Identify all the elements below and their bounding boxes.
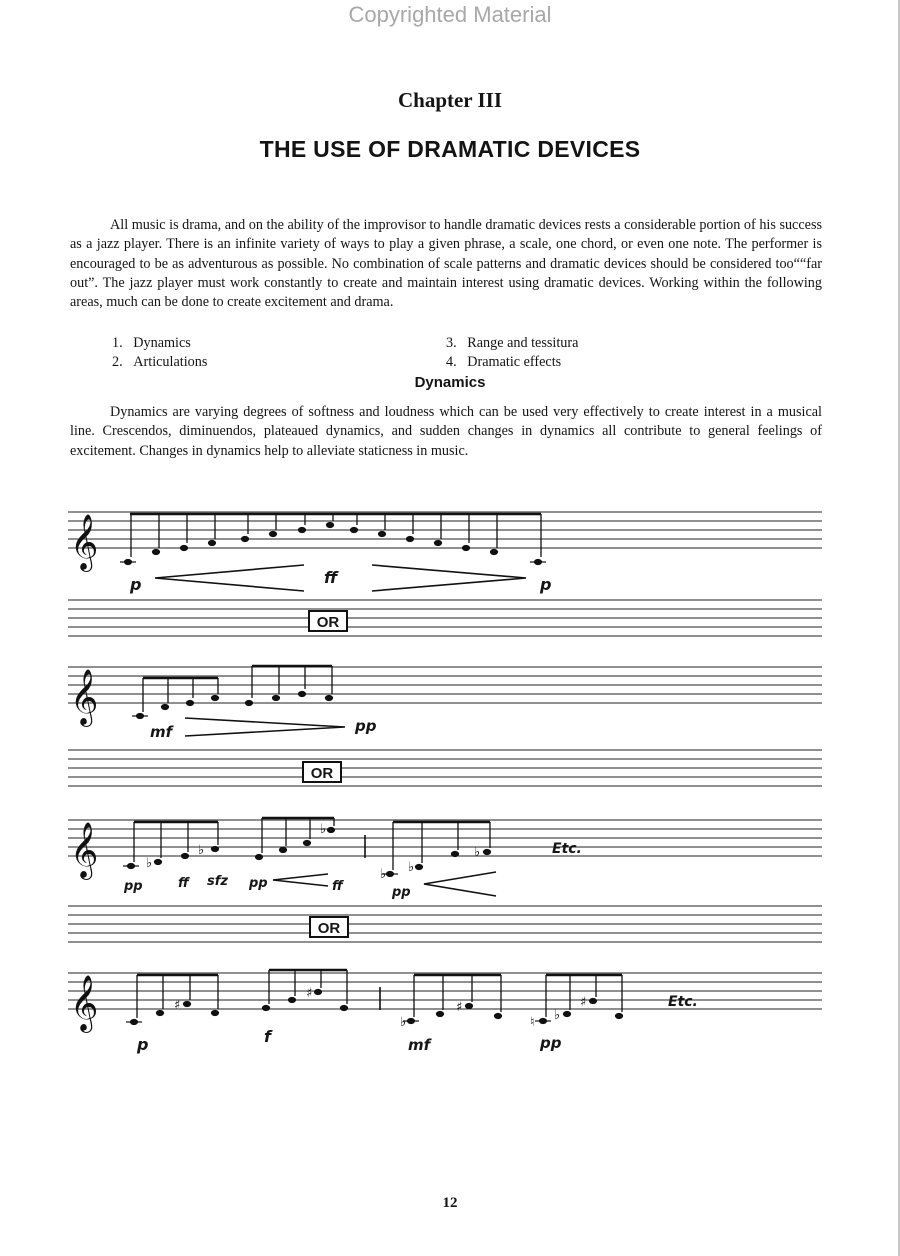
dynamic-mark: ff (324, 568, 338, 587)
dynamic-mark: f (264, 1027, 271, 1046)
or-box (310, 917, 348, 937)
example-4-notes (126, 970, 623, 1025)
dynamic-mark: ff (332, 879, 343, 894)
treble-clef-icon: 𝄞 (70, 975, 99, 1031)
chapter-title: THE USE OF DRAMATIC DEVICES (259, 136, 641, 162)
example-2-hairpin (185, 718, 345, 736)
section-heading-dynamics: Dynamics (414, 374, 486, 391)
etc-label: Etc. (552, 841, 582, 857)
or-label: OR (316, 614, 340, 631)
svg-text:♭: ♭ (380, 867, 387, 882)
svg-text:♯: ♯ (456, 1000, 463, 1015)
svg-text:♭: ♭ (320, 822, 327, 837)
list-item-4: 4. Dramatic effects (446, 354, 562, 370)
svg-text:♭: ♭ (554, 1008, 561, 1023)
or-box (309, 611, 347, 631)
dynamic-mark: pp (540, 1034, 562, 1052)
svg-text:♯: ♯ (580, 995, 587, 1010)
svg-text:♯: ♯ (306, 986, 313, 1001)
staff-4 (68, 973, 822, 1009)
treble-clef-icon: 𝄞 (70, 822, 99, 878)
copyright-watermark: Copyrighted Material (348, 2, 552, 27)
dynamic-mark: p (540, 575, 552, 594)
list-item-1: 1. Dynamics (112, 335, 191, 351)
dynamic-mark: mf (408, 1036, 431, 1054)
svg-text:♭: ♭ (474, 845, 481, 860)
treble-clef-icon: 𝄞 (70, 669, 99, 725)
list-item-2: 2. Articulations (112, 354, 208, 370)
chapter-label: Chapter III (397, 88, 503, 112)
dynamic-mark: p (137, 1035, 149, 1054)
dynamic-mark: pp (392, 885, 411, 900)
or-label: OR (310, 765, 334, 782)
dynamic-mark: pp (124, 879, 143, 894)
etc-label: Etc. (668, 994, 698, 1010)
svg-text:♭: ♭ (198, 843, 205, 858)
or-label: OR (317, 920, 341, 937)
list-item-3: 3. Range and tessitura (446, 335, 579, 351)
svg-text:♭: ♭ (146, 856, 153, 871)
dynamic-mark: ff (178, 876, 189, 891)
dynamic-mark: pp (249, 876, 268, 891)
svg-text:♯: ♯ (174, 998, 181, 1013)
treble-clef-icon: 𝄞 (70, 514, 99, 570)
svg-text:♮: ♮ (530, 1015, 535, 1030)
staff-1 (68, 512, 822, 548)
staff-empty-3 (68, 906, 822, 942)
dynamic-mark: p (130, 575, 142, 594)
staff-3 (68, 820, 822, 856)
svg-text:♭: ♭ (408, 860, 415, 875)
dynamic-mark: pp (355, 717, 377, 735)
flat-accidentals (146, 822, 480, 882)
dynamic-mark: sfz (207, 874, 228, 889)
or-box (303, 762, 341, 782)
dynamics-paragraph: Dynamics are varying degrees of softness and loudness which can be used very effectively to create interest in a musical line. Crescendos, diminuendos, plateaued dynamics, and sudden changes in dynamics all contribute to general feelings of excitement. Changes in dynamics help to alleviate staticness in music. (70, 404, 822, 459)
staff-empty-1 (68, 600, 822, 636)
staff-empty-2 (68, 750, 822, 786)
svg-text:♭: ♭ (400, 1015, 407, 1030)
example-2-notes (132, 666, 333, 719)
intro-paragraph: All music is drama, and on the ability of the improvisor to handle dramatic devices rests a considerable portion of his success as a jazz player. There is an infinite variety of ways to play a given phrase, a scale, one chord, or even one note. The performer is encouraged to be as adventurous as possible. No combination of scale patterns and dramatic devices should be considered too““far out”. The jazz player must work constantly to create and maintain interest using dramatic devices. Working within the following areas, much can be done to create excitement and drama. (70, 217, 822, 311)
staff-2 (68, 667, 822, 703)
example-1-hairpins (155, 565, 526, 591)
dynamic-mark: mf (150, 723, 173, 741)
page-number: 12 (442, 1195, 458, 1211)
